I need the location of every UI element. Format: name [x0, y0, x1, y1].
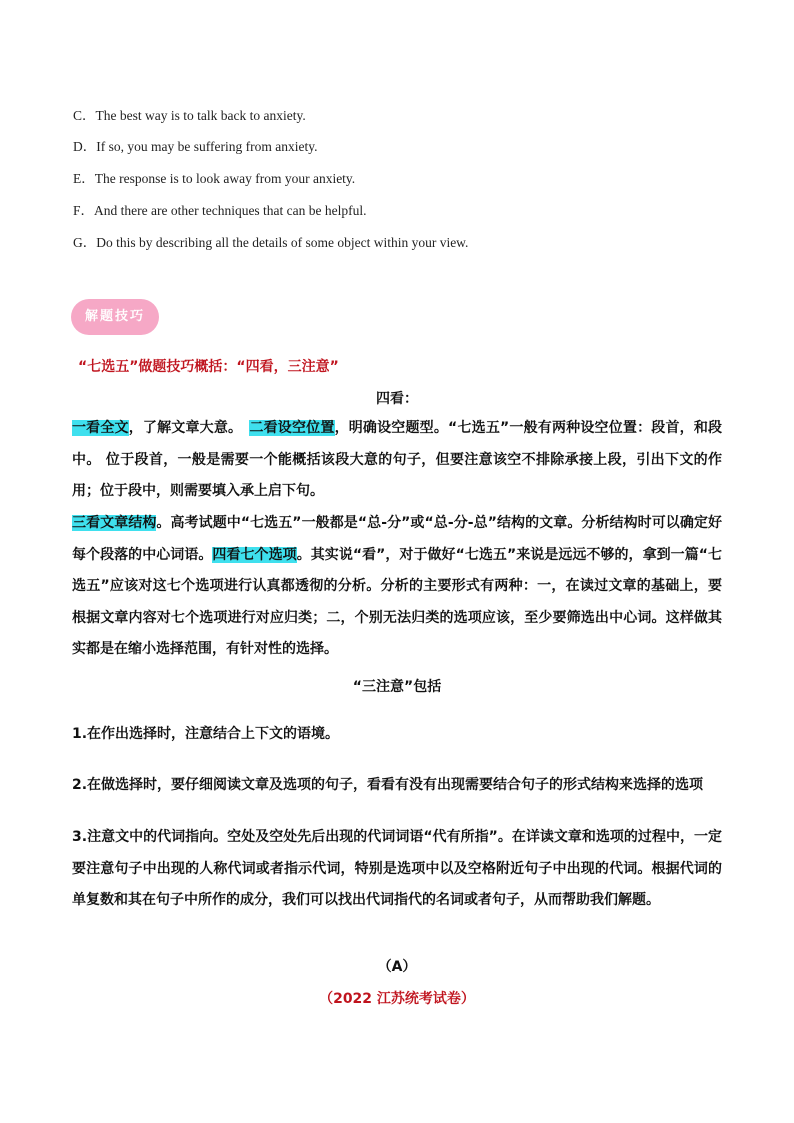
- san-zhuyi-title: “三注意”包括: [352, 679, 442, 695]
- paragraph-2-text-b: 。其实说“看”，对于做好“七选五”来说是远远不够的，拿到一篇“七选五”应该对这七个选项进行认真都透彻的分析。分析的主要形式有两种：一，在读过文章的基础上，要根据文章内容对七个选项进行对应归类；二，个别无法归类的选项应该，至少要筛选出中心词。这样做其实都是在缩小选择范围，有针对性的选择。: [72, 546, 723, 657]
- option-c: C．The best way is to talk back to anxiety.: [73, 108, 306, 123]
- si-kan-title: 四看：: [376, 391, 418, 407]
- note-3: 3.注意文中的代词指向。空处及空处先后出现的代词词语“代有所指”。在详读文章和选项的过程中，一定要注意句子中出现的人称代词或者指示代词，特别是选项中以及空格附近句子中出现的代词。根据代词的单复数和其在句子中所作的成分，我们可以找出代词指代的名词或者句子，从而帮助我们解题。: [72, 829, 722, 908]
- paragraph-2-text-a: 。高考试题中“七选五”一般都是“总-分”或“总-分-总”结构的文章。分析结构时可以确定好每个段落的中心词语。: [72, 515, 723, 563]
- highlight-2: 二看设空位置: [249, 420, 335, 436]
- paragraph-1-text-b: ，明确设空题型。“七选五”一般有两种设空位置：段首，和段中。 位于段首，一般是需要一个能概括该段大意的句子，但要注意该空不排除承接上段，引出下文的作用；位于段中，则需要填入承上启下句。: [72, 420, 723, 499]
- option-d: D．If so, you may be suffering from anxiety.: [73, 139, 318, 154]
- note-1: 1.在作出选择时，注意结合上下文的语境。: [72, 726, 340, 742]
- option-f: F．And there are other techniques that can be helpful.: [73, 203, 367, 218]
- tips-badge: 解题技巧: [71, 299, 159, 335]
- section-label: （A）: [377, 959, 417, 975]
- paragraph-1-text-a: ，了解文章大意。: [128, 420, 250, 436]
- tips-heading: “七选五”做题技巧概括：“四看，三注意”: [78, 359, 339, 375]
- highlight-1: 一看全文: [72, 420, 129, 436]
- source-label: （2022 江苏统考试卷）: [319, 991, 475, 1007]
- note-2: 2.在做选择时，要仔细阅读文章及选项的句子，看看有没有出现需要结合句子的形式结构来选择的选项: [72, 777, 704, 793]
- option-e: E．The response is to look away from your anxiety.: [73, 171, 356, 186]
- paragraph-2: [72, 508, 722, 666]
- paragraph-1: [72, 413, 722, 508]
- option-g: G．Do this by describing all the details of some object within your view.: [73, 235, 469, 250]
- highlight-3: 三看文章结构: [72, 515, 157, 531]
- highlight-4: 四看七个选项: [212, 546, 297, 563]
